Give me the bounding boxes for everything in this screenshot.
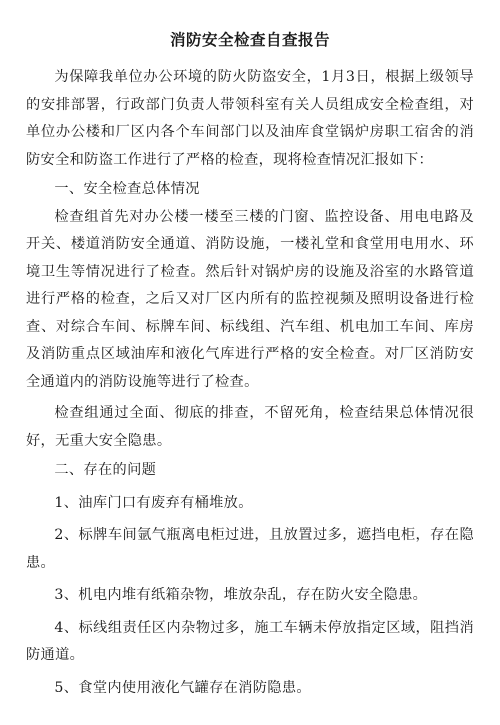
section-heading-issues: 二、存在的问题 <box>54 462 157 478</box>
intro-paragraph: 为保障我单位办公环境的防火防盗安全，1月3日，根据上级领导的安排部署，行政部门负责人带领科室有关人员组成安全检查组，对单位办公楼和厂区内各个车间部门以及油库食堂锅炉房职工宿舍的消防安全和防盗工作进行了严格的检查，现将检查情况汇报如下： <box>26 69 474 168</box>
issue-item: 2、标牌车间氩气瓶离电柜过进，且放置过多，遮挡电柜，存在隐患。 <box>26 527 474 571</box>
result-paragraph: 检查组通过全面、彻底的排查，不留死角，检查结果总体情况很好，无重大安全隐患。 <box>26 405 474 449</box>
overview-paragraph: 检查组首先对办公楼一楼至三楼的门窗、监控设备、用电电路及开关、楼道消防安全通道、消防设施，一楼礼堂和食堂用电用水、环境卫生等情况进行了检查。然后针对锅炉房的设施及浴室的水路管道进行严格的检查，之后又对厂区内所有的监控视频及照明设备进行检查、对综合车间、标牌车间、标线组、汽车组、机电加工车间、库房及消防重点区域油库和液化气库进行严格的安全检查。对厂区消防安全通道内的消防设施等进行了检查。 <box>26 208 474 390</box>
issue-item: 1、油库门口有废弃有桶堆放。 <box>54 494 253 511</box>
issue-item: 4、标线组责任区内杂物过多，施工车辆未停放指定区域，阻挡消防通道。 <box>26 619 474 663</box>
issue-item: 5、食堂内使用液化气罐存在消防隐患。 <box>54 679 311 696</box>
issue-item: 3、机电内堆有纸箱杂物，堆放杂乱，存在防火安全隐患。 <box>54 587 428 603</box>
section-heading-overview: 一、安全检查总体情况 <box>54 181 200 197</box>
page-title: 消防安全检查自查报告 <box>169 31 330 49</box>
